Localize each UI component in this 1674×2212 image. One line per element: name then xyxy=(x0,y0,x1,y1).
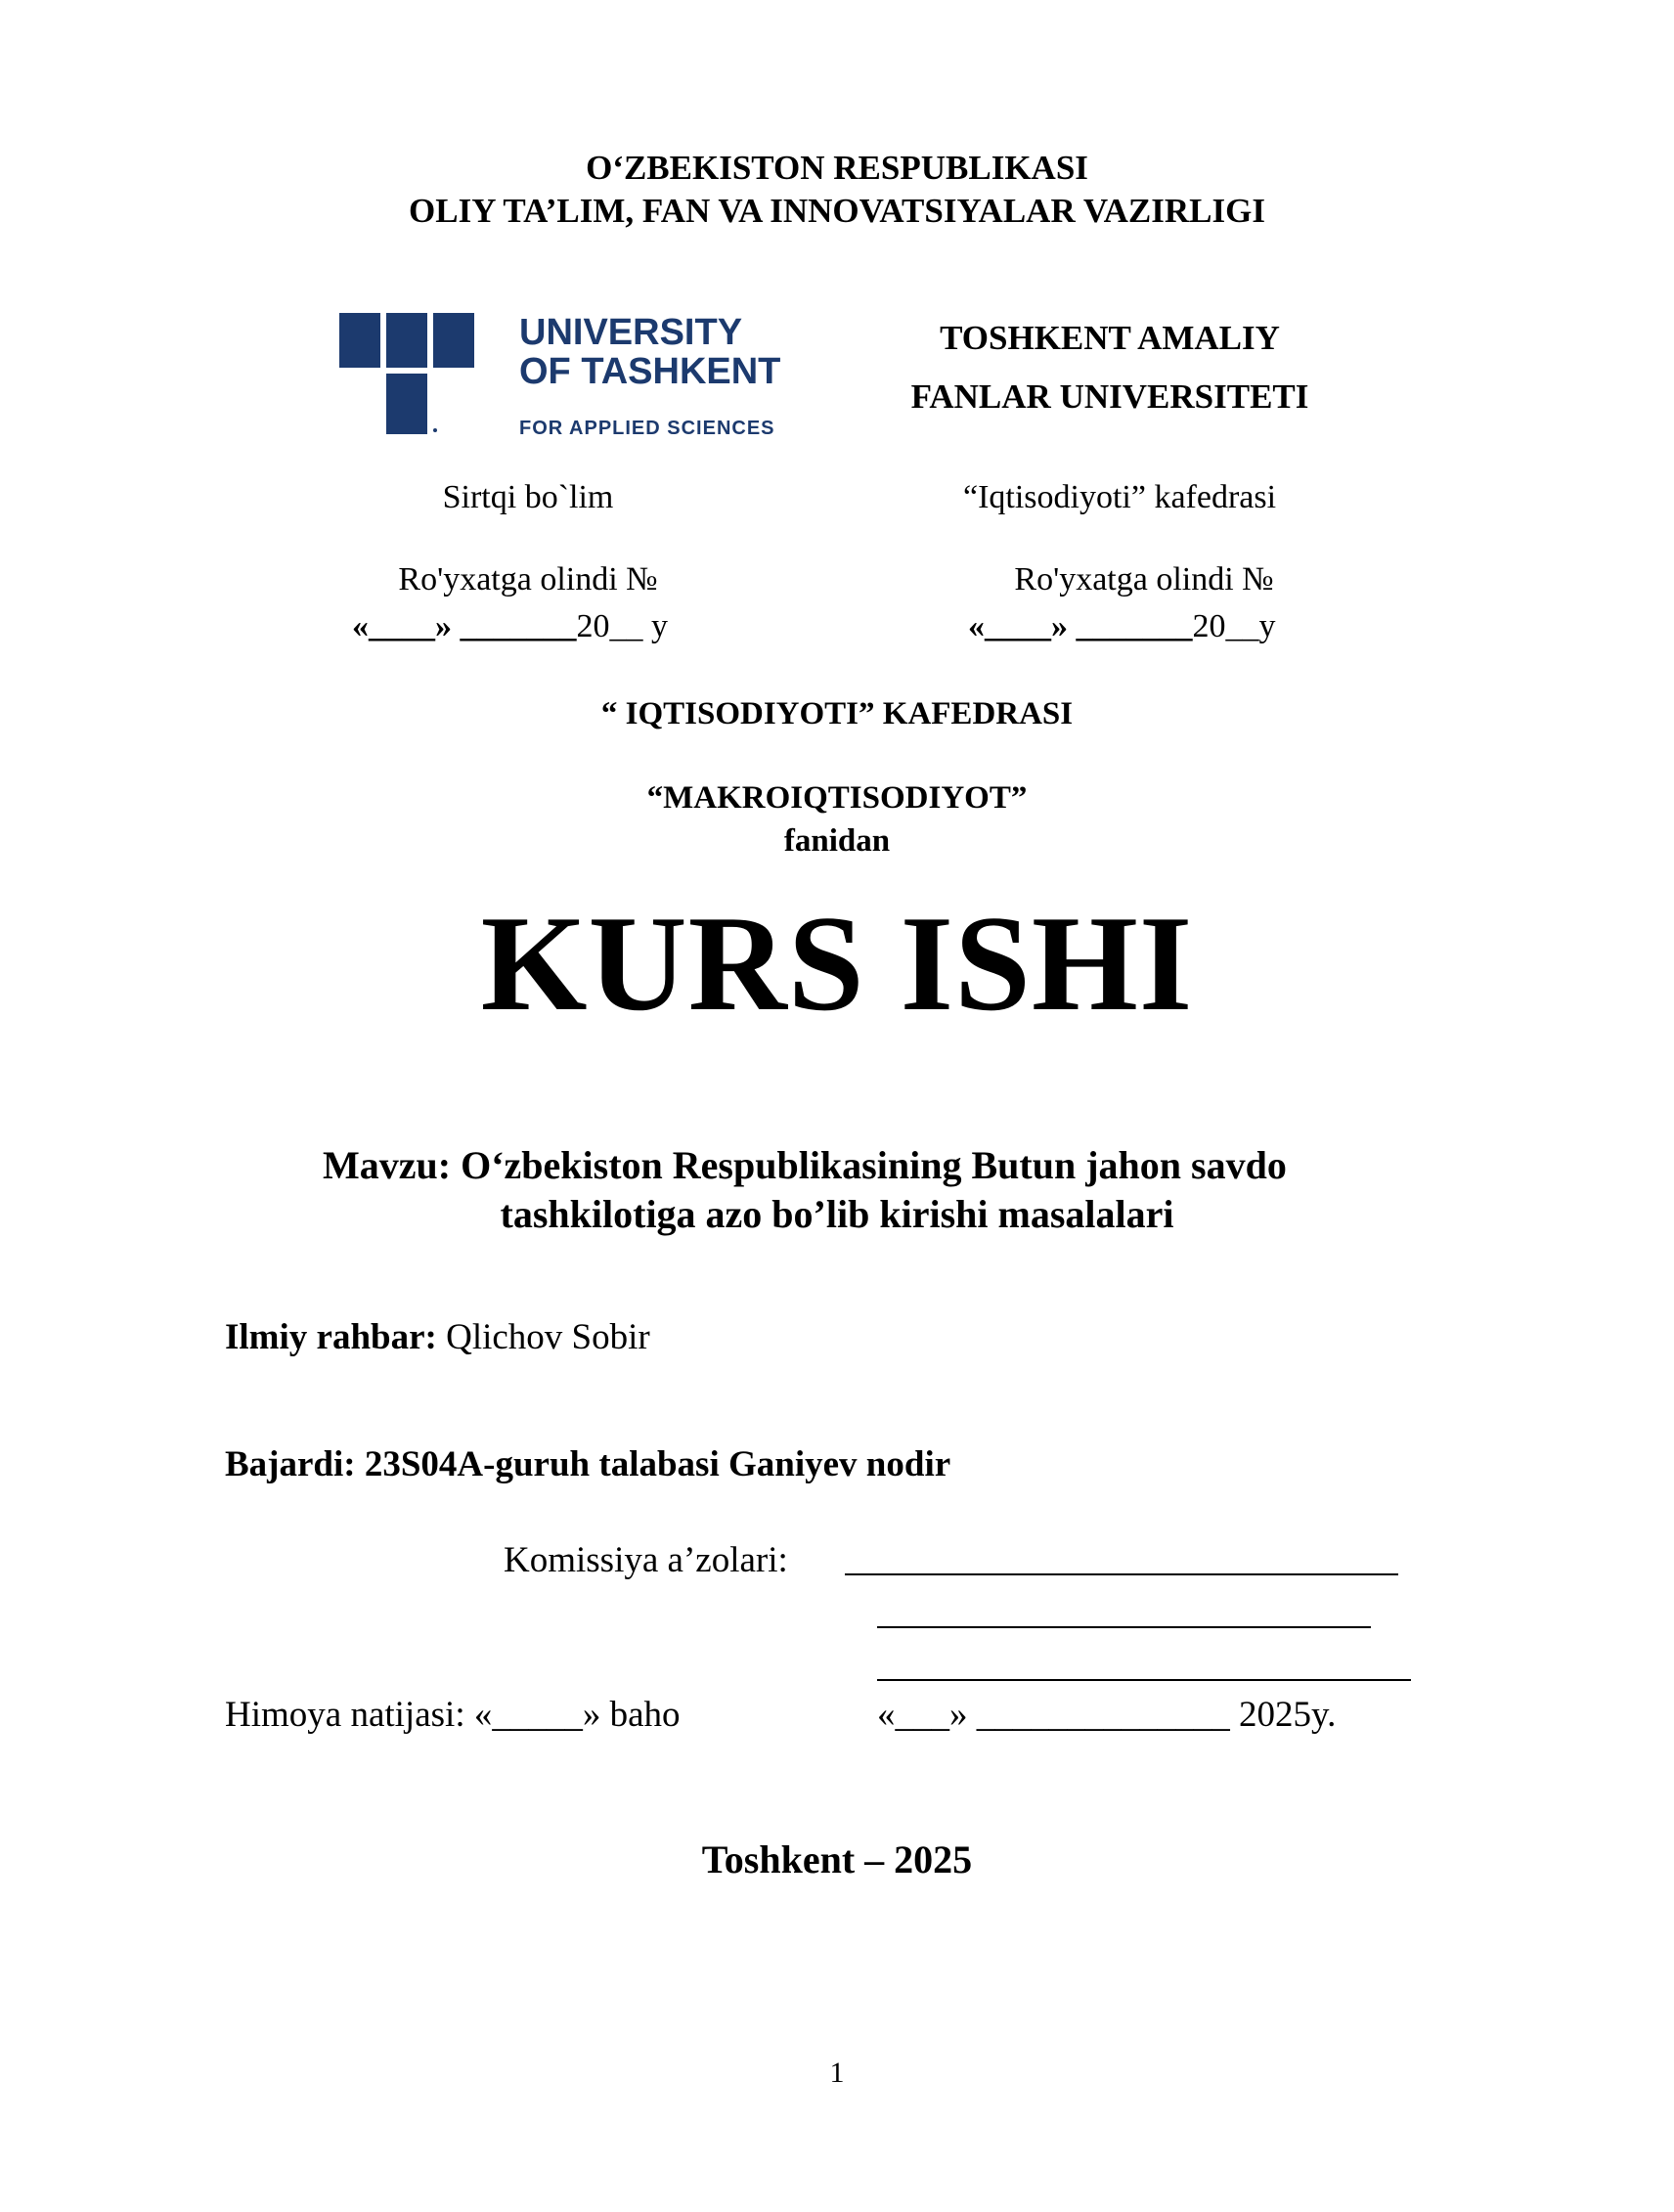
registration-date-left xyxy=(352,608,668,645)
logo-block-stem xyxy=(386,374,427,434)
registration-date-right xyxy=(968,608,1276,645)
logo-dot xyxy=(433,428,437,432)
year-field: 20__y xyxy=(1192,608,1276,644)
subject-title: “MAKROIQTISODIYOT” xyxy=(646,780,1028,816)
registration-label-left: Ro'yxatga olindi № xyxy=(398,561,658,597)
quote-open: « xyxy=(352,608,369,644)
commission-signature-line-3 xyxy=(877,1679,1411,1681)
topic-line-2: tashkilotiga azo bo’lib kirishi masalalari xyxy=(500,1192,1174,1236)
logo-text-line-3: FOR APPLIED SCIENCES xyxy=(519,418,775,439)
page-number: 1 xyxy=(829,2057,845,2089)
blank-month: _______ xyxy=(1076,608,1193,644)
blank-day: ____ xyxy=(985,608,1051,644)
logo-graphic xyxy=(339,311,781,444)
city-year: Toshkent – 2025 xyxy=(701,1837,973,1881)
blank-month: _______ xyxy=(460,608,577,644)
logo-text-line-1: UNIVERSITY xyxy=(519,312,743,353)
advisor-name: Qlichov Sobir xyxy=(436,1317,650,1357)
subject-suffix: fanidan xyxy=(783,823,891,859)
advisor-label: Ilmiy rahbar: xyxy=(225,1317,437,1357)
defense-result: Himoya natijasi: «_____» baho xyxy=(225,1695,681,1735)
logo-text-line-2: OF TASHKENT xyxy=(519,351,781,392)
department-left: Sirtqi bo`lim xyxy=(442,479,614,515)
quote-close: » xyxy=(1051,608,1077,644)
advisor-line xyxy=(225,1316,650,1358)
commission-signature-line-2 xyxy=(877,1626,1371,1628)
quote-open: « xyxy=(968,608,985,644)
year-field: 20__ y xyxy=(576,608,668,644)
commission-signature-line-1 xyxy=(845,1573,1398,1575)
logo-block-1 xyxy=(339,313,380,368)
ministry-line-2: OLIY TA’LIM, FAN VA INNOVATSIYALAR VAZIRLIGI xyxy=(409,192,1265,230)
commission-label: Komissiya a’zolari: xyxy=(504,1540,788,1580)
performed-by: Bajardi: 23S04A-guruh talabasi Ganiyev nodir xyxy=(225,1444,951,1484)
topic-label: Mavzu: xyxy=(323,1143,452,1187)
kafedra-title: “ IQTISODIYOTI” KAFEDRASI xyxy=(600,696,1074,731)
defense-date: «___» ______________ 2025y. xyxy=(877,1695,1337,1735)
logo-block-2 xyxy=(386,313,427,368)
ministry-line-1: O‘ZBEKISTON RESPUBLIKASI xyxy=(586,149,1088,187)
university-name-line-1: TOSHKENT AMALIY xyxy=(940,319,1280,357)
blank-day: ____ xyxy=(369,608,435,644)
university-logo xyxy=(339,311,781,444)
registration-label-right: Ro'yxatga olindi № xyxy=(1014,561,1274,597)
document-type-title: KURS ISHI xyxy=(480,888,1194,1040)
department-right: “Iqtisodiyoti” kafedrasi xyxy=(963,479,1277,515)
university-name-line-2: FANLAR UNIVERSITETI xyxy=(910,377,1309,416)
quote-close: » xyxy=(435,608,461,644)
logo-block-3 xyxy=(433,313,474,368)
topic-line-1 xyxy=(323,1142,1287,1188)
topic-text-1: O‘zbekiston Respublikasining Butun jahon savdo xyxy=(451,1143,1287,1187)
